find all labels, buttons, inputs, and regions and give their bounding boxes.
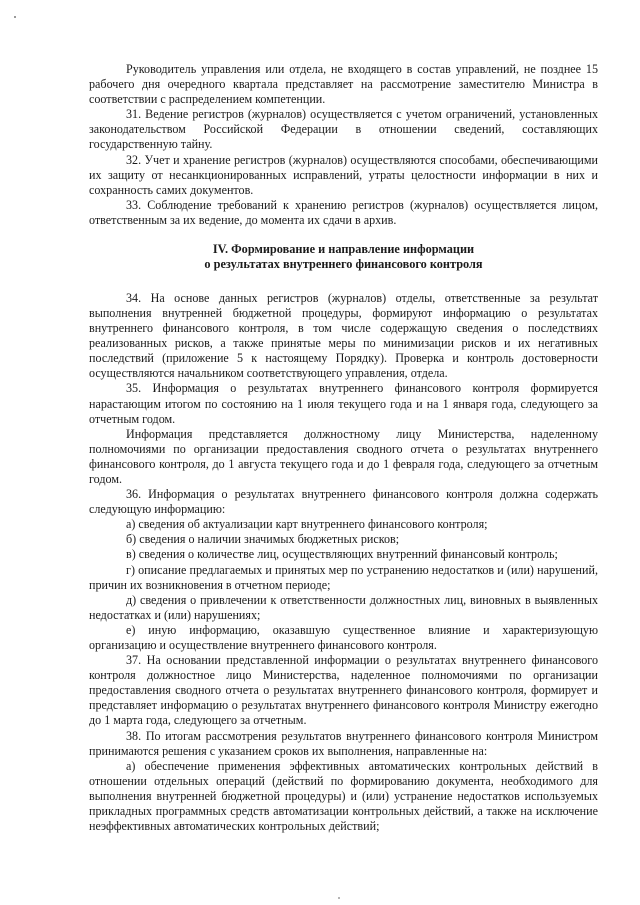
scan-speck xyxy=(14,16,16,18)
paragraph-31: 31. Ведение регистров (журналов) осуществляется с учетом ограничений, установленных законодательством Российской Федерации в отношении сведений, составляющих государственную тайну. xyxy=(89,107,598,152)
list-item-36-d: д) сведения о привлечении к ответственности должностных лиц, виновных в выявленных недостатках и (или) нарушениях; xyxy=(89,592,598,622)
paragraph-37: 37. На основании представленной информации о результатах внутреннего финансового контроля должностное лицо Министерства, наделенное полномочиями по организации предоставления сводного отчета о результатах внутреннего финансового контроля, формирует и представляет информацию о результатах внутреннего финансового контроля Министру ежегодно до 1 марта года, следующего за отчетным. xyxy=(89,653,598,728)
section-heading xyxy=(89,242,598,273)
paragraph-36: 36. Информация о результатах внутреннего финансового контроля должна содержать следующую информацию: xyxy=(89,487,598,517)
list-item-36-b: б) сведения о наличии значимых бюджетных рисков; xyxy=(126,532,400,547)
paragraph-38: 38. По итогам рассмотрения результатов внутреннего финансового контроля Министром принимаются решения с указанием сроков их выполнения, направленные на: xyxy=(89,728,598,758)
list-item-36-v: в) сведения о количестве лиц, осуществляющих внутренний финансовый контроль; xyxy=(126,547,558,562)
list-item-36-e: е) иную информацию, оказавшую существенное влияние и характеризующую организацию и осуществление внутреннего финансового контроля. xyxy=(89,622,598,652)
list-item-36-g: г) описание предлагаемых и принятых мер по устранению недостатков и (или) нарушений, причин их возникновения в отчетном периоде; xyxy=(89,562,598,592)
paragraph-35-info: Информация представляется должностному лицу Министерства, наделенному полномочиями по организации предоставления сводного отчета о результатах внутреннего финансового контроля, до 1 августа текущего года и до 1 февраля года, следующего за отчетным годом. xyxy=(89,426,598,486)
paragraphs-top xyxy=(89,62,598,228)
paragraph-30-continuation: Руководитель управления или отдела, не входящего в состав управлений, не позднее 15 рабочего дня очередного квартала представляет на рассмотрение заместителю Министра в соответствии с распределением компетенции. xyxy=(89,62,598,107)
paragraph-32: 32. Учет и хранение регистров (журналов) осуществляются способами, обеспечивающими их защиту от несанкционированных исправлений, утраты целостности информации в них и сохранность самих документов. xyxy=(89,152,598,197)
paragraph-35: 35. Информация о результатах внутреннего финансового контроля формируется нарастающим итогом по состоянию на 1 июля текущего года и на 1 января года, следующего за отчетным годом. xyxy=(89,381,598,426)
list-item-36-a: а) сведения об актуализации карт внутреннего финансового контроля; xyxy=(126,517,488,532)
section-heading-line-1: IV. Формирование и направление информации xyxy=(212,242,475,257)
section-heading-line-2: о результатах внутреннего финансового контроля xyxy=(204,257,483,272)
paragraphs-main xyxy=(89,291,598,834)
paragraph-33: 33. Соблюдение требований к хранению регистров (журналов) осуществляется лицом, ответственным за их ведение, до момента их сдачи в архив. xyxy=(89,197,598,227)
list-item-38-a: а) обеспечение применения эффективных автоматических контрольных действий в отношении отдельных операций (действий по формированию документа, необходимого для выполнения внутренней бюджетной процедуры) и (или) устранение недостатков используемых прикладных программных средств автоматизации контрольных действий, а также на исключение неэффективных автоматических контрольных действий; xyxy=(89,758,598,834)
paragraph-34: 34. На основе данных регистров (журналов) отделы, ответственные за результат выполнения внутренней бюджетной процедуры, формируют информацию о результатах внутреннего финансового контроля, в том числе содержащую сведения о последствиях реализованных рисков, а также принятые меры по минимизации рисков и их негативных последствий (приложение 5 к настоящему Порядку). Проверка и контроль достоверности осуществляются начальником соответствующего управления, отдела. xyxy=(89,290,598,381)
scan-speck-bottom xyxy=(338,897,340,899)
